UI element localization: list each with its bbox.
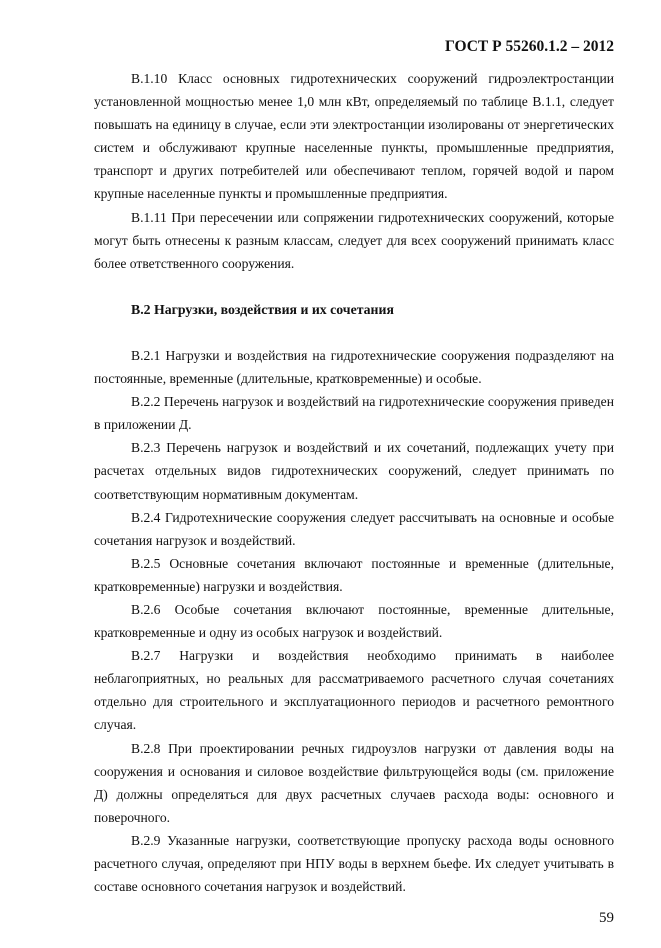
paragraph-b2-2: В.2.2 Перечень нагрузок и воздействий на гидротехнические сооружения приведен в приложении Д.: [94, 394, 614, 433]
page-number: 59: [599, 910, 614, 927]
paragraph-b1-10: В.1.10 Класс основных гидротехнических сооружений гидроэлектростанции установленной мощностью менее 1,0 млн кВт, определяемый по таблице В.1.1, следует повышать на единицу в случае, если эти электростанции изолированы от энергетических систем и обслуживают крупные населенные пункты, промышленные предприятия, транспорт и других потребителей или обеспечивают теплом, горячей водой и паром крупные населенные пункты и промышленные предприятия.: [94, 71, 614, 202]
paragraph-b2-3: В.2.3 Перечень нагрузок и воздействий и их сочетаний, подлежащих учету при расчетах отдельных видов гидротехнических сооружений, следует принимать по соответствующим нормативным документам.: [94, 440, 614, 502]
paragraph-b2-4: В.2.4 Гидротехнические сооружения следует рассчитывать на основные и особые сочетания нагрузок и воздействий.: [94, 509, 614, 548]
paragraph-b1-11: В.1.11 При пересечении или сопряжении гидротехнических сооружений, которые могут быть отнесены к разным классам, следует для всех сооружений принимать класс более ответственного сооружения.: [94, 209, 614, 271]
document-header: ГОСТ Р 55260.1.2 – 2012: [445, 38, 614, 55]
section-heading: В.2 Нагрузки, воздействия и их сочетания: [131, 301, 394, 317]
paragraph-b2-1: В.2.1 Нагрузки и воздействия на гидротехнические сооружения подразделяют на постоянные, временные (длительные, кратковременные) и особые.: [94, 347, 614, 387]
document-body: [94, 0, 614, 948]
paragraph-b2-6: В.2.6 Особые сочетания включают постоянные, временные длительные, кратковременные и одну из особых нагрузок и воздействий.: [94, 601, 614, 641]
paragraph-b2-5: В.2.5 Основные сочетания включают постоянные и временные (длительные, кратковременные) нагрузки и воздействия.: [94, 555, 614, 594]
paragraph-b2-7: В.2.7 Нагрузки и воздействия необходимо принимать в наиболее неблагоприятных, но реальных для рассматриваемого расчетного случая сочетаниях отдельно для строительного и эксплуатационного периодов и расчетного ремонтного случая.: [94, 648, 614, 733]
paragraph-b2-8: В.2.8 При проектировании речных гидроузлов нагрузки от давления воды на сооружения и основания и силовое воздействие фильтрующейся воды (см. приложение Д) должны определяться для двух расчетных случаев расхода воды: основного и поверочного.: [94, 740, 614, 825]
paragraph-b2-9: В.2.9 Указанные нагрузки, соответствующие пропуску расхода воды основного расчетного случая, определяют при НПУ воды в верхнем бьефе. Их следует учитывать в составе основного сочетания нагрузок и воздействий.: [94, 832, 614, 895]
